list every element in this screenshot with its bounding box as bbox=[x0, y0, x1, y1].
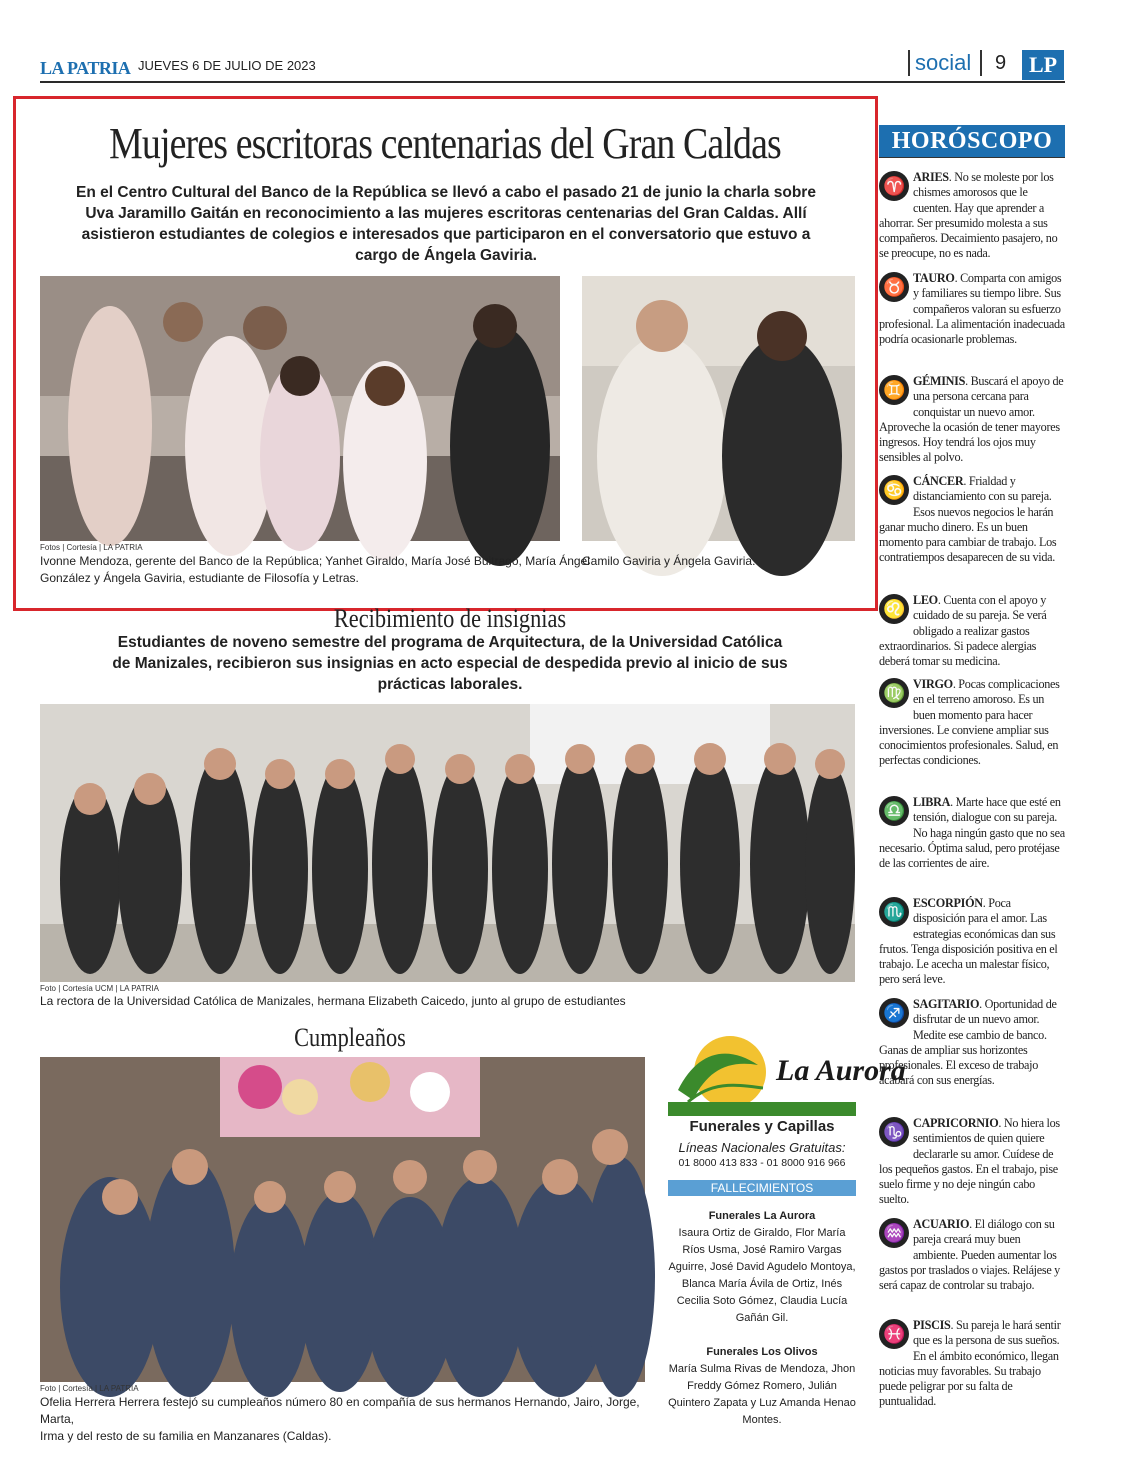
sign-text: . Comparta con amigos y familiares su tiempo libre. Sus compañeros valoran su esfuerzo profesional. La alimentación inadecuada podría ocasionarle problemas. bbox=[879, 271, 1065, 347]
cancer-icon: ♋ bbox=[879, 475, 909, 505]
sign-name: CÁNCER bbox=[913, 474, 964, 488]
aries-icon: ♈ bbox=[879, 171, 909, 201]
horoscope-entry bbox=[879, 677, 1065, 769]
sign-name: TAURO bbox=[913, 271, 955, 285]
ad-subtitle: Líneas Nacionales Gratuitas: bbox=[678, 1140, 846, 1155]
article3-title: Cumpleaños bbox=[294, 1023, 406, 1052]
horoscope-entry bbox=[879, 1217, 1065, 1293]
horoscope-entry bbox=[879, 896, 1065, 988]
sign-text: . Buscará el apoyo de una persona cercana para conquistar un nuevo amor. Aproveche la ocasión de tener mayores ingresos. Hoy tendrá los ojos muy sensibles al polvo. bbox=[879, 374, 1064, 465]
horoscope-entry bbox=[879, 170, 1065, 262]
issue-date: JUEVES 6 DE JULIO DE 2023 bbox=[138, 58, 316, 73]
lede-line: de Manizales, recibieron sus insignias en acto especial de despedida previo al inicio de sus bbox=[112, 655, 788, 672]
sign-name: LEO bbox=[913, 593, 938, 607]
horoscope-entry bbox=[879, 1318, 1065, 1410]
article1-title: Mujeres escritoras centenarias del Gran Caldas bbox=[109, 119, 781, 168]
photo-credit: Fotos | Cortesía | LA PATRIA bbox=[40, 543, 143, 552]
capricorn-icon: ♑ bbox=[879, 1117, 909, 1147]
sign-name: SAGITARIO bbox=[913, 997, 980, 1011]
horoscope-entry bbox=[879, 795, 1065, 871]
sagittarius-icon: ♐ bbox=[879, 998, 909, 1028]
lede-line: En el Centro Cultural del Banco de la República se llevó a cabo el pasado 21 de junio la charla sobre bbox=[76, 184, 816, 201]
photo-caption bbox=[40, 553, 600, 587]
sign-name: GÉMINIS bbox=[913, 374, 966, 388]
header-divider bbox=[980, 50, 982, 76]
sign-text: . Frialdad y distanciamiento con su pareja. Esos nuevos negocios le harán ganar mucho dinero. Es un buen momento para cambiar de trabajo. Los contratiempos desaparecen de su vida. bbox=[879, 474, 1057, 565]
header-divider bbox=[908, 50, 910, 76]
sign-name: VIRGO bbox=[913, 677, 953, 691]
sign-name: CAPRICORNIO bbox=[913, 1116, 999, 1130]
funeral-home-name: Funerales Los Olivos bbox=[706, 1346, 818, 1358]
article2-lede bbox=[50, 632, 850, 695]
ad-title: Funerales y Capillas bbox=[689, 1118, 835, 1135]
newspaper-brand: LA PATRIA bbox=[40, 58, 131, 78]
photo-caption bbox=[40, 1394, 660, 1445]
sign-text: . Marte hace que esté en tensión, dialogue con su pareja. No haga ningún gasto que no sea necesario. Óptima salud, pero protéjase de las corrientes de aire. bbox=[879, 795, 1065, 871]
sign-text: . Cuenta con el apoyo y cuidado de su pareja. Se verá obligado a realizar gastos extraordinarios. Si padece alergias deberá tomar su medicina. bbox=[879, 593, 1047, 669]
lede-line: Uva Jaramillo Gaitán en reconocimiento a las mujeres escritoras centenarias del Gran Caldas. Allí bbox=[85, 205, 807, 222]
obituaries-heading: FALLECIMIENTOS bbox=[668, 1180, 856, 1196]
ad-brand: La Aurora bbox=[776, 1054, 906, 1087]
sign-name: ACUARIO bbox=[913, 1217, 970, 1231]
horoscope-entry bbox=[879, 374, 1065, 466]
scorpio-icon: ♏ bbox=[879, 897, 909, 927]
photo-caption: Camilo Gaviria y Ángela Gaviria. bbox=[582, 554, 756, 568]
caption-line: Ofelia Herrera Herrera festejó su cumpleaños número 80 en compañía de sus hermanos Hernando, Jairo, Jorge, Marta, bbox=[40, 1395, 640, 1426]
horoscope-entry bbox=[879, 271, 1065, 347]
photo-credit: Foto | Cortesía | LA PATRIA bbox=[40, 1384, 139, 1393]
photo-architecture-students bbox=[40, 704, 855, 982]
lede-line: prácticas laborales. bbox=[377, 676, 523, 693]
photo-camilo-angela bbox=[582, 276, 855, 541]
sign-name: PISCIS bbox=[913, 1318, 951, 1332]
leo-icon: ♌ bbox=[879, 594, 909, 624]
caption-line: Irma y del resto de su familia en Manzanares (Caldas). bbox=[40, 1429, 332, 1443]
virgo-icon: ♍ bbox=[879, 678, 909, 708]
sign-text: . Pocas complicaciones en el terreno amoroso. Es un buen momento para hacer inversiones. Le conviene ampliar sus conocimientos profesionales. Salud, en perfectas condiciones. bbox=[879, 677, 1060, 768]
lede-line: cargo de Ángela Gaviria. bbox=[355, 247, 537, 264]
libra-icon: ♎ bbox=[879, 796, 909, 826]
page-header bbox=[40, 48, 1065, 82]
article2-title: Recibimiento de insignias bbox=[333, 604, 567, 633]
funeral-home-name: Funerales La Aurora bbox=[708, 1210, 816, 1222]
sign-text: . Oportunidad de disfrutar de un nuevo amor. Medite ese cambio de banco. Ganas de ampliar sus horizontes profesionales. El exceso de trabajo acabará con sus energías. bbox=[879, 997, 1057, 1088]
header-rule bbox=[40, 81, 1065, 83]
lp-logo: LP bbox=[1022, 50, 1064, 80]
article1-lede bbox=[40, 182, 852, 266]
aquarius-icon: ♒ bbox=[879, 1218, 909, 1248]
deceased-names: Isaura Ortiz de Giraldo, Flor María Ríos Usma, José Ramiro Vargas Aguirre, José David Agudelo Montoya, Blanca María Ávila de Ortiz, Inés Cecilia Soto Gómez, Claudia Lucía Gañán Gil. bbox=[668, 1227, 856, 1324]
sign-text: . El diálogo con su pareja creará muy buen ambiente. Pueden aumentar los gastos por traslados o viajes. Relájese y será capaz de controlar su trabajo. bbox=[879, 1217, 1060, 1293]
sign-text: . No hiera los sentimientos de quien quiere declararle su amor. Cuídese de los pequeños gastos. En el trabajo, pise suelo firme y no deje ningún cabo suelto. bbox=[879, 1116, 1060, 1207]
sign-text: . Poca disposición para el amor. Las estrategias económicas dan sus frutos. Tenga disposición positiva en el trabajo. Le acecha un malestar físico, pero será leve. bbox=[879, 896, 1058, 987]
gemini-icon: ♊ bbox=[879, 375, 909, 405]
horoscope-entry bbox=[879, 997, 1065, 1089]
page-number: 9 bbox=[995, 52, 1007, 74]
taurus-icon: ♉ bbox=[879, 272, 909, 302]
horoscope-entry bbox=[879, 593, 1065, 669]
obituary-group bbox=[668, 1208, 856, 1327]
sign-name: ESCORPIÓN bbox=[913, 896, 983, 910]
sign-text: . Su pareja le hará sentir que es la persona de sus sueños. En el ámbito económico, llegan noticias muy favorables. Su trabajo puede peligrar por su falta de puntualidad. bbox=[879, 1318, 1061, 1409]
photo-women-writers-group bbox=[40, 276, 560, 541]
horoscope-entry bbox=[879, 474, 1065, 566]
horoscope-entry bbox=[879, 1116, 1065, 1208]
photo-credit: Foto | Cortesía UCM | LA PATRIA bbox=[40, 984, 160, 993]
deceased-names: María Sulma Rivas de Mendoza, Jhon Freddy Gómez Romero, Julián Quintero Zapata y Luz Amanda Henao Montes. bbox=[668, 1363, 856, 1426]
ad-phones: 01 8000 413 833 - 01 8000 916 966 bbox=[678, 1157, 846, 1169]
caption-line: Ivonne Mendoza, gerente del Banco de la República; Yanhet Giraldo, María José Buitrago, María Ángel bbox=[40, 554, 590, 568]
obituary-group bbox=[668, 1344, 856, 1429]
caption-line: González y Ángela Gaviria, estudiante de Filosofía y Letras. bbox=[40, 571, 359, 585]
horoscope-heading: HORÓSCOPO bbox=[879, 125, 1065, 157]
sign-name: ARIES bbox=[913, 170, 949, 184]
lede-line: Estudiantes de noveno semestre del programa de Arquitectura, de la Universidad Católica bbox=[117, 634, 783, 651]
horoscope-rule bbox=[879, 157, 1065, 158]
photo-caption: La rectora de la Universidad Católica de Manizales, hermana Elizabeth Caicedo, junto al grupo de estudiantes bbox=[40, 994, 626, 1008]
lede-line: asistieron estudiantes de colegios e interesados que participaron en el conversatorio que estuvo a bbox=[81, 226, 811, 243]
sign-name: LIBRA bbox=[913, 795, 951, 809]
ad-green-band bbox=[668, 1102, 856, 1116]
pisces-icon: ♓ bbox=[879, 1319, 909, 1349]
sign-text: . No se moleste por los chismes amorosos que le cuenten. Hay que aprender a ahorrar. Ser presumido molesta a sus compañeros. Decaimiento pasajero, no se preocupe, no es nada. bbox=[879, 170, 1058, 261]
section-name: social bbox=[915, 50, 972, 75]
photo-birthday-family bbox=[40, 1057, 645, 1382]
